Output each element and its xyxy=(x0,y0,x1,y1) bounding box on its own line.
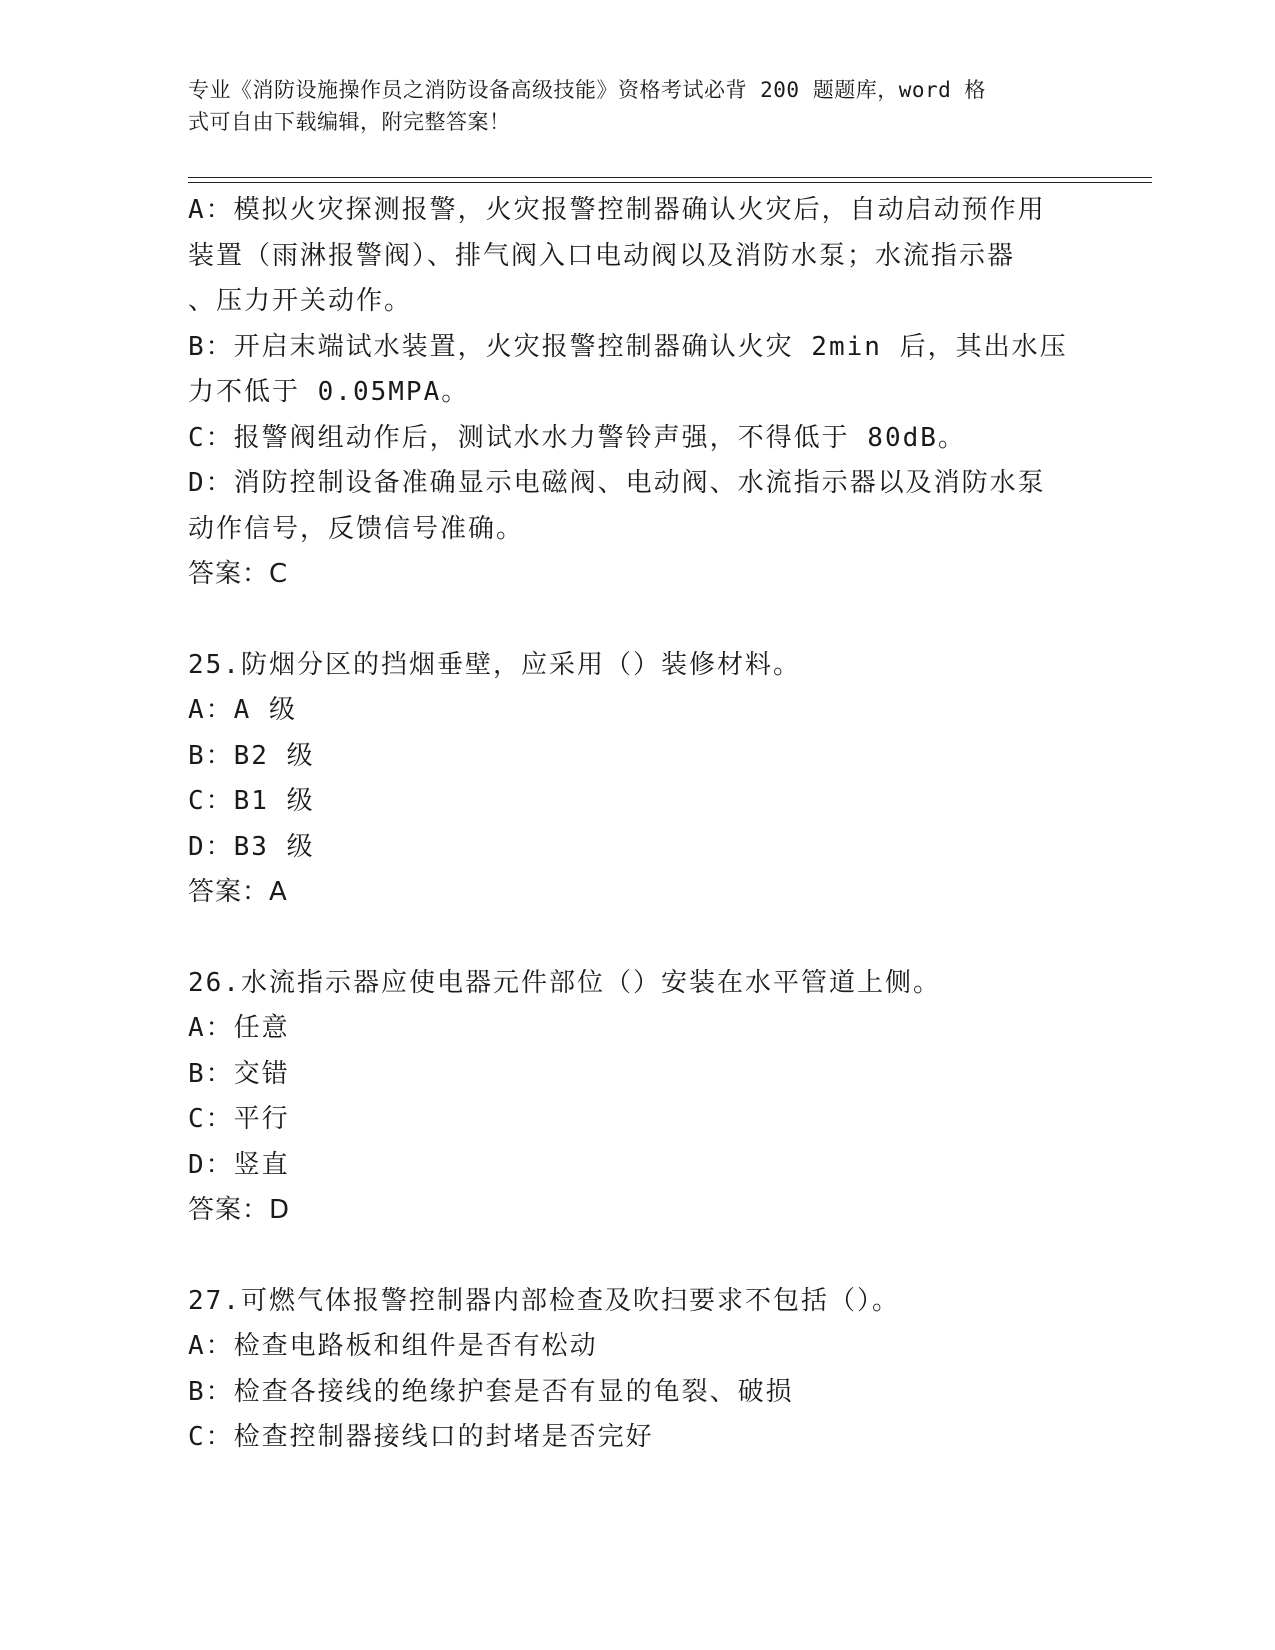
question-spacer xyxy=(188,598,1088,643)
question-spacer xyxy=(188,916,1088,961)
question-26-block xyxy=(188,961,1088,1234)
question-27-option-a: A：检查电路板和组件是否有松动 xyxy=(188,1331,598,1361)
question-26-option-a: A：任意 xyxy=(188,1013,290,1043)
question-24-answer: 答案：C xyxy=(188,559,289,589)
question-26-option-b: B：交错 xyxy=(188,1058,290,1089)
question-24-option-a-line-1: A：模拟火灾探测报警，火灾报警控制器确认火灾后，自动启动预作用 xyxy=(188,195,1046,225)
header-divider-top xyxy=(188,177,1152,178)
question-27-text: 27.可燃气体报警控制器内部检查及吹扫要求不包括（）。 xyxy=(188,1285,900,1316)
question-25-block xyxy=(188,643,1088,916)
question-27-block xyxy=(188,1279,1088,1461)
question-24-option-d-line-2: 动作信号，反馈信号准确。 xyxy=(188,513,525,544)
question-24-option-d-line-1: D：消防控制设备准确显示电磁阀、电动阀、水流指示器以及消防水泵 xyxy=(188,468,1046,498)
question-24-option-b-line-1: B：开启末端试水装置，火灾报警控制器确认火灾 2min 后，其出水压 xyxy=(188,331,1068,362)
document-header xyxy=(188,74,1068,138)
question-26-text: 26.水流指示器应使电器元件部位（）安装在水平管道上侧。 xyxy=(188,967,941,998)
question-list xyxy=(188,188,1088,1461)
question-25-option-c: C：B1 级 xyxy=(188,786,315,816)
question-26-answer: 答案：D xyxy=(188,1195,291,1225)
question-24-option-a-line-3: 、压力开关动作。 xyxy=(188,286,413,316)
header-divider-bottom xyxy=(188,182,1152,183)
question-25-option-b: B：B2 级 xyxy=(188,740,315,771)
question-25-option-d: D：B3 级 xyxy=(188,831,315,862)
question-24-option-b-line-2: 力不低于 0.05MPA。 xyxy=(188,377,470,407)
question-24-block xyxy=(188,188,1088,598)
question-26-option-c: C：平行 xyxy=(188,1104,290,1134)
header-line-1: 专业《消防设施操作员之消防设备高级技能》资格考试必背 200 题题库，word 格 xyxy=(188,78,986,102)
question-spacer xyxy=(188,1234,1088,1279)
question-25-answer: 答案：A xyxy=(188,877,288,907)
header-line-2: 式可自由下载编辑，附完整答案！ xyxy=(188,110,511,134)
question-27-option-c: C：检查控制器接线口的封堵是否完好 xyxy=(188,1422,654,1452)
question-25-option-a: A：A 级 xyxy=(188,695,297,725)
question-24-option-a-line-2: 装置（雨淋报警阀）、排气阀入口电动阀以及消防水泵；水流指示器 xyxy=(188,240,1016,271)
question-25-text: 25.防烟分区的挡烟垂壁，应采用（）装修材料。 xyxy=(188,649,801,680)
question-27-option-b: B：检查各接线的绝缘护套是否有显的龟裂、破损 xyxy=(188,1376,794,1407)
question-26-option-d: D：竖直 xyxy=(188,1149,290,1180)
question-24-option-c: C：报警阀组动作后，测试水水力警铃声强，不得低于 80dB。 xyxy=(188,422,966,453)
